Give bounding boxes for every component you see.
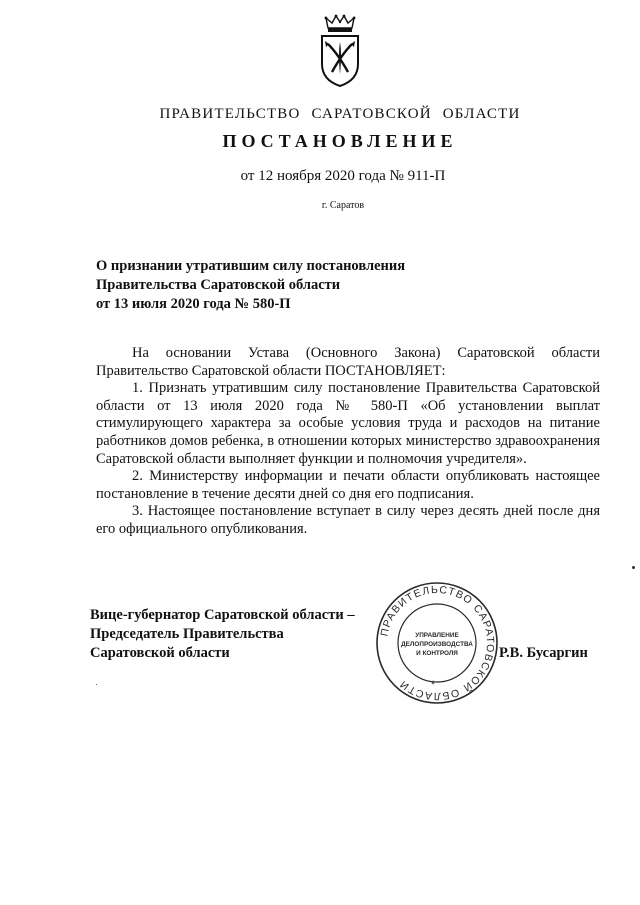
document-body: [96, 345, 600, 539]
document-type-title: ПОСТАНОВЛЕНИЕ: [222, 131, 458, 151]
document-subject: [96, 257, 456, 314]
official-stamp: [374, 580, 500, 706]
stamp-center-line: ДЕЛОПРОИЗВОДСТВА: [401, 641, 473, 648]
stamp-ring-text: ПРАВИТЕЛЬСТВО САРАТОВСКОЙ ОБЛАСТИ: [378, 583, 497, 703]
subject-line: от 13 июля 2020 года № 580-П: [96, 296, 291, 312]
document-date-number: от 12 ноября 2020 года № 911-П: [240, 168, 446, 184]
signatory-position-line: Вице-губернатор Саратовской области –: [90, 607, 355, 623]
subject-line: О признании утратившим силу постановления: [96, 258, 406, 274]
subject-line: Правительства Саратовской области: [96, 277, 341, 293]
signatory-position-line: Председатель Правительства: [90, 626, 284, 642]
signatory-name: Р.В. Бусаргин: [499, 645, 588, 661]
body-item: 2. Министерству информации и печати области опубликовать настоящее постановление в течение десяти дней со дня его подписания.: [96, 468, 600, 502]
body-preamble: На основании Устава (Основного Закона) Саратовской области Правительство Саратовской области ПОСТАНОВЛЯЕТ:: [96, 345, 600, 379]
body-item: 3. Настоящее постановление вступает в силу через десять дней после дня его официального опубликования.: [96, 503, 600, 537]
body-item: 1. Признать утратившим силу постановление Правительства Саратовской области от 13 июля 2020 года № 580-П «Об установлении выплат стимулирующего характера за особые условия труда и расходов на питание работников домов ребенка, в отношении которых министерство здравоохранения Саратовской области выполняет функции и полномочия учредителя».: [96, 380, 600, 467]
scan-speck: [96, 684, 97, 685]
government-title: ПРАВИТЕЛЬСТВО САРАТОВСКОЙ ОБЛАСТИ: [159, 106, 521, 122]
signatory-position: [90, 606, 390, 663]
stamp-star: *: [431, 679, 436, 691]
signatory-position-line: Саратовской области: [90, 645, 230, 661]
stamp-center-line: УПРАВЛЕНИЕ: [415, 632, 459, 639]
document-city: г. Саратов: [321, 200, 365, 211]
stamp-center-line: И КОНТРОЛЯ: [416, 650, 458, 657]
saratov-coat-of-arms-icon: [318, 14, 362, 88]
scan-speck: [632, 566, 635, 569]
